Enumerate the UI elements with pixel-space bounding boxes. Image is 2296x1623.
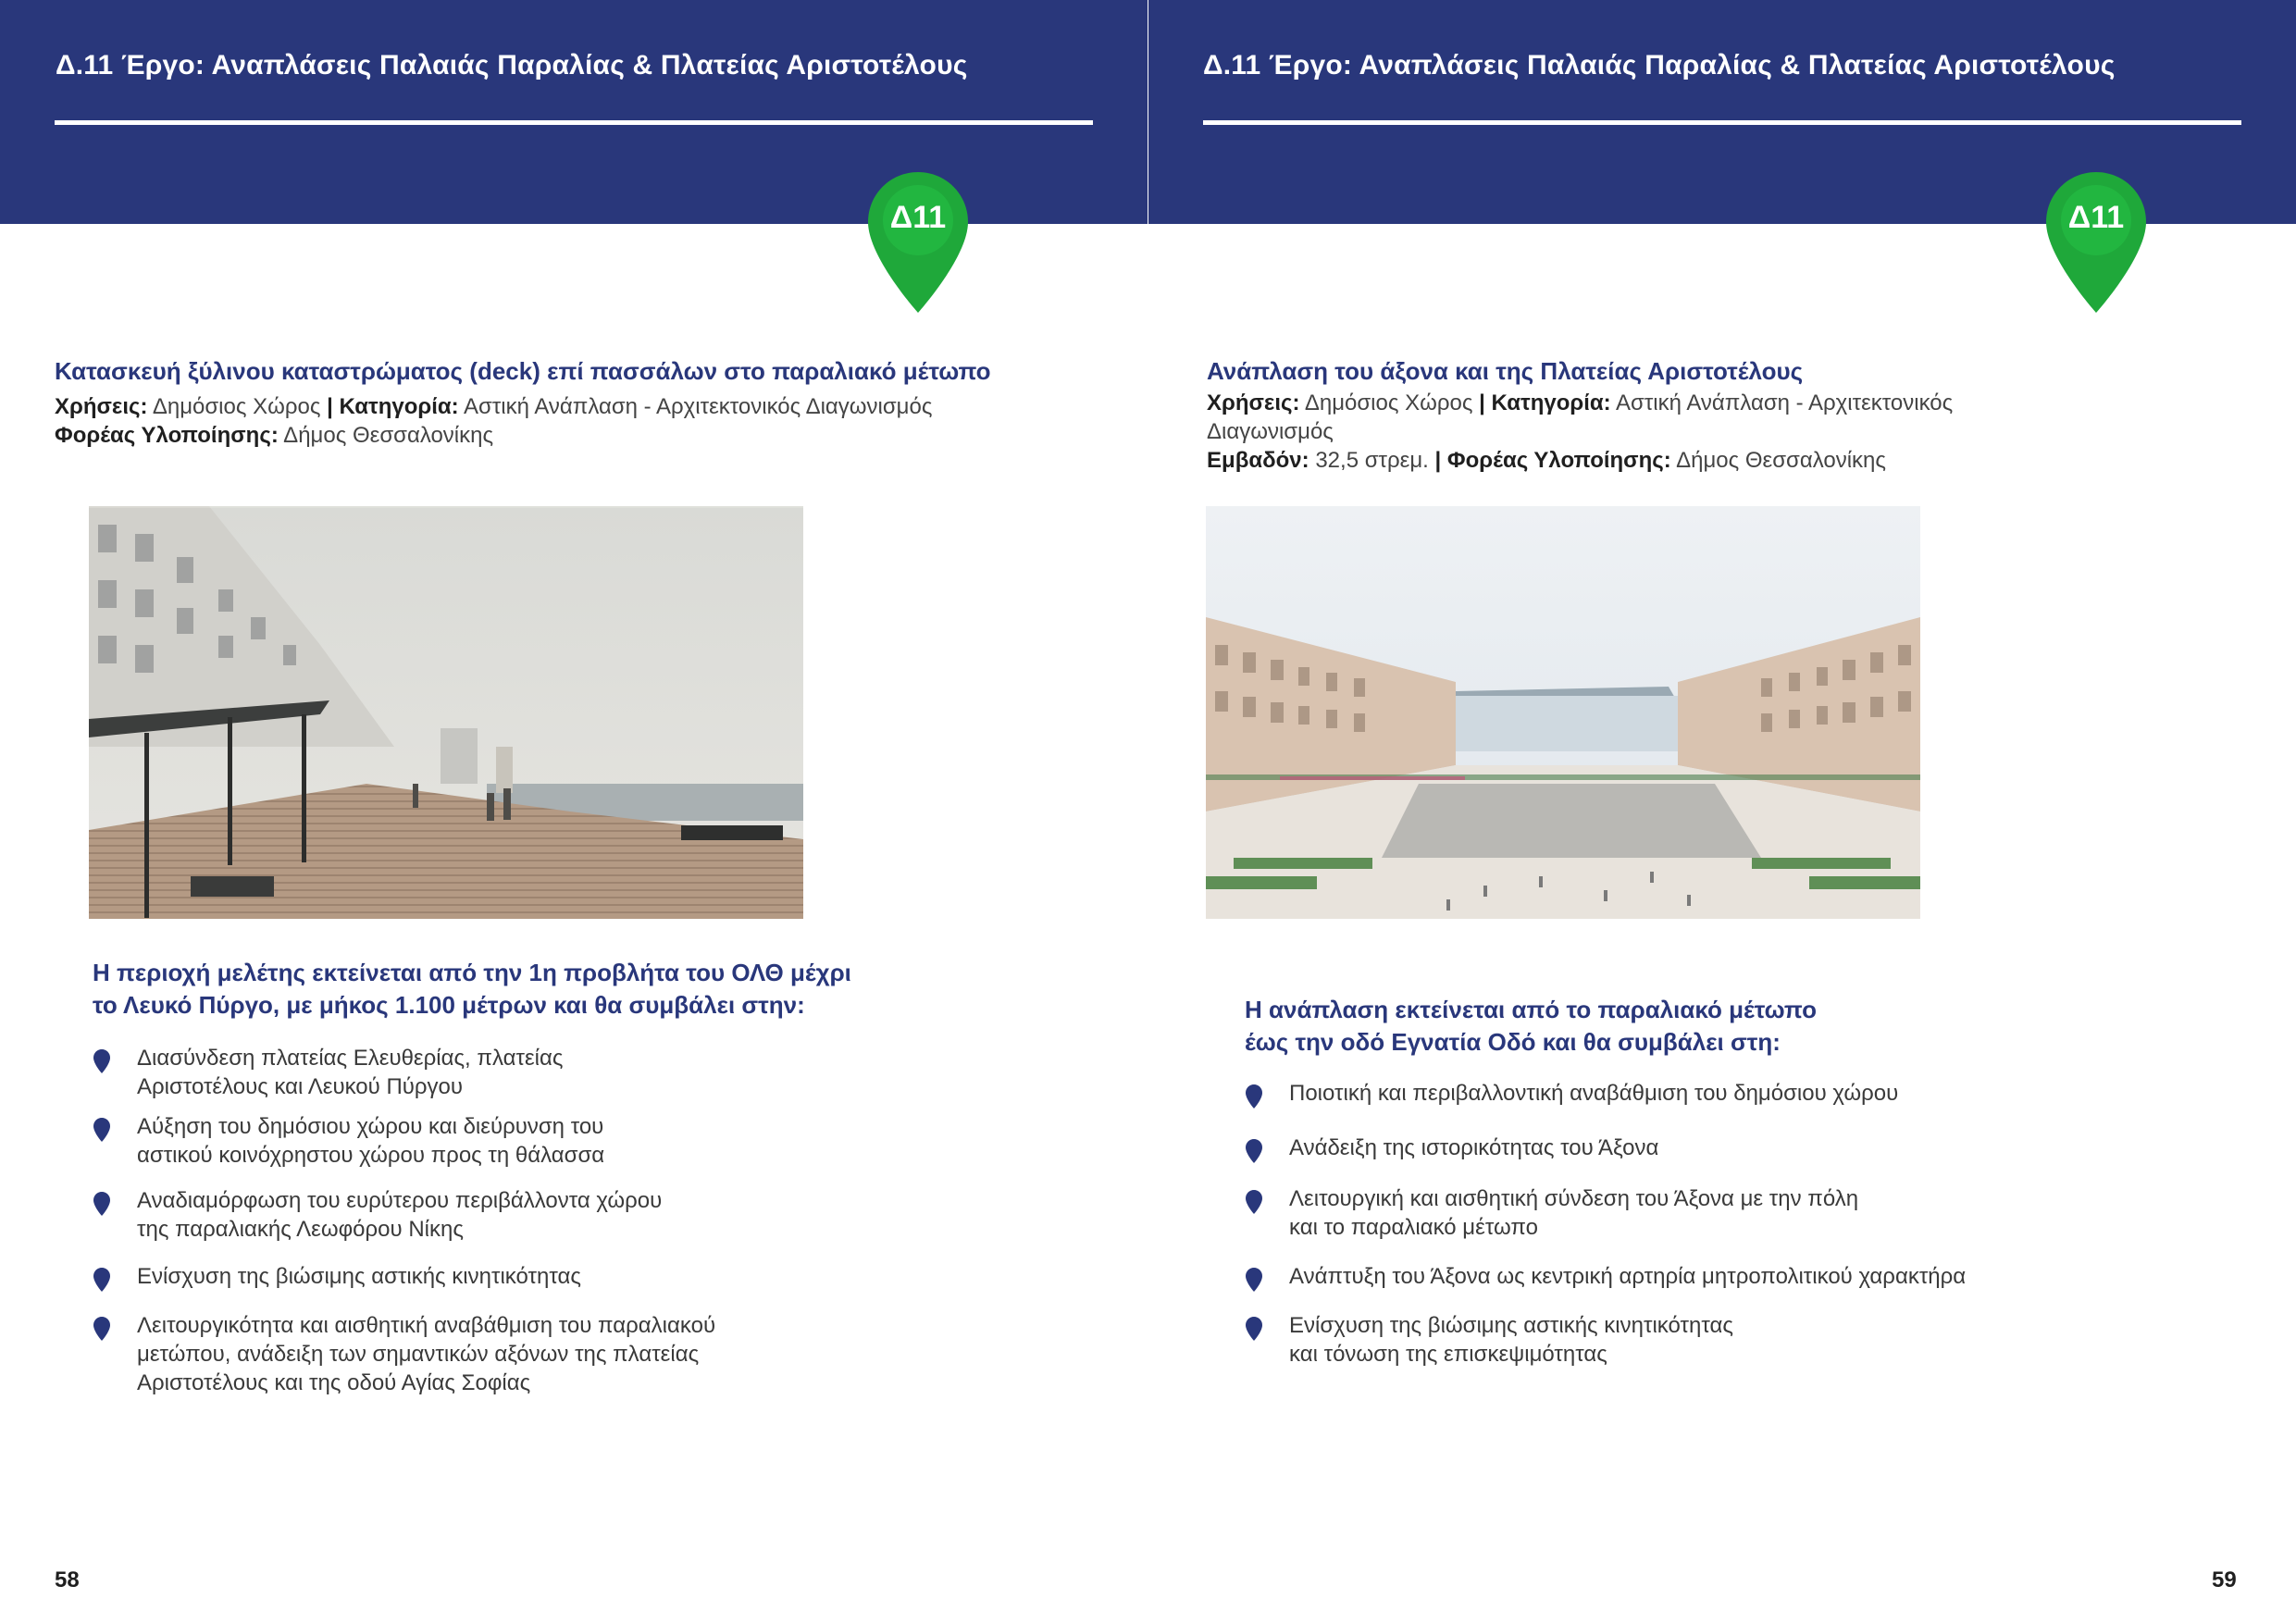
bullet-line: μετώπου, ανάδειξη των σημαντικών αξόνων της πλατείας xyxy=(137,1342,700,1367)
header-rule xyxy=(1203,120,2241,125)
list-item xyxy=(1245,1079,2226,1108)
bullet-line: αστικού κοινόχρηστου χώρου προς τη θάλασσα xyxy=(137,1143,605,1168)
badge-label: Δ11 xyxy=(889,200,947,235)
bullet-line: Ανάπτυξη του Άξονα ως κεντρική αρτηρία μητροπολιτικού χαρακτήρα xyxy=(1289,1264,1967,1289)
category-value: Αστική Ανάπλαση - Αρχιτεκτονικός Διαγωνισμός xyxy=(464,394,933,419)
uses-label: Χρήσεις: xyxy=(55,394,148,419)
bullet-line: Αριστοτέλους και Λευκού Πύργου xyxy=(137,1074,464,1099)
bullet-pin-icon xyxy=(93,1048,111,1074)
bullet-pin-icon xyxy=(1245,1189,1263,1215)
project-meta: Χρήσεις: Δημόσιος Χώρος | Κατηγορία: Αστική Ανάπλαση - Αρχιτεκτονικός Διαγωνισμός Φορέας Υλοποίησης: Δήμος Θεσσαλονίκης xyxy=(55,394,933,448)
list-item xyxy=(93,1186,925,1244)
bullet-pin-icon xyxy=(1245,1267,1263,1293)
intro-line: Η περιοχή μελέτης εκτείνεται από την 1η προβλήτα του ΟΛΘ μέχρι xyxy=(93,959,851,986)
list-item xyxy=(93,1311,925,1397)
bullet-line: Ανάδειξη της ιστορικότητας του Άξονα xyxy=(1289,1135,1659,1160)
aristotelous-square-rendering xyxy=(1206,506,1920,919)
project-title: Κατασκευή ξύλινου καταστρώματος (deck) επί πασσάλων στο παραλιακό μέτωπο xyxy=(55,357,991,385)
bullet-line: και το παραλιακό μέτωπο xyxy=(1289,1215,1538,1240)
header-title: Δ.11 Έργο: Αναπλάσεις Παλαιάς Παραλίας & Πλατείας Αριστοτέλους xyxy=(1203,50,2116,81)
bullet-pin-icon xyxy=(93,1316,111,1342)
bullet-line: και τόνωση της επισκεψιμότητας xyxy=(1289,1342,1607,1367)
page-59 xyxy=(1148,0,2296,1623)
bullet-pin-icon xyxy=(93,1267,111,1293)
list-item xyxy=(1245,1262,2226,1291)
area-label: Εμβαδόν: xyxy=(1207,448,1309,473)
bullet-pin-icon xyxy=(1245,1138,1263,1164)
bullet-line: Διασύνδεση πλατείας Ελευθερίας, πλατείας xyxy=(137,1046,564,1071)
page-header xyxy=(0,0,1148,224)
agency-label: Φορέας Υλοποίησης: xyxy=(55,423,279,448)
benefits-list xyxy=(1245,1079,2226,1369)
bullet-line: Ποιοτική και περιβαλλοντική αναβάθμιση του δημόσιου χώρου xyxy=(1289,1081,1899,1106)
bullet-line: Λειτουργική και αισθητική σύνδεση του Άξονα με την πόλη xyxy=(1289,1186,1859,1211)
uses-value: Δημόσιος Χώρος xyxy=(152,394,321,419)
list-item xyxy=(93,1044,925,1101)
bullet-line: Λειτουργικότητα και αισθητική αναβάθμιση του παραλιακού xyxy=(137,1313,716,1338)
agency-value: Δήμος Θεσσαλονίκης xyxy=(1676,448,1886,473)
list-item xyxy=(93,1112,925,1170)
bullet-pin-icon xyxy=(93,1117,111,1143)
benefits-list xyxy=(93,1044,925,1397)
bullet-pin-icon xyxy=(1245,1316,1263,1342)
waterfront-deck-rendering xyxy=(89,506,803,919)
bullet-pin-icon xyxy=(93,1191,111,1217)
page-number: 58 xyxy=(55,1567,80,1592)
intro-line: το Λευκό Πύργο, με μήκος 1.100 μέτρων και θα συμβάλει στην: xyxy=(93,991,805,1019)
agency-value: Δήμος Θεσσαλονίκης xyxy=(283,423,494,448)
category-label: Κατηγορία: xyxy=(1491,390,1611,415)
category-label: Κατηγορία: xyxy=(339,394,459,419)
meta-line: Εμβαδόν: 32,5 στρεμ. | Φορέας Υλοποίησης: Δήμος Θεσσαλονίκης xyxy=(1207,448,1886,473)
list-item xyxy=(1245,1184,2226,1242)
bullet-line: Αναδιαμόρφωση του ευρύτερου περιβάλλοντα χώρου xyxy=(137,1188,663,1213)
bullet-line: Αύξηση του δημόσιου χώρου και διεύρυνση του xyxy=(137,1114,604,1139)
bullet-line: Αριστοτέλους και της οδού Αγίας Σοφίας xyxy=(137,1370,531,1395)
intro-line: Η ανάπλαση εκτείνεται από το παραλιακό μέτωπο xyxy=(1245,996,1817,1023)
uses-value: Δημόσιος Χώρος xyxy=(1304,390,1473,415)
header-rule xyxy=(55,120,1093,125)
list-item xyxy=(1245,1134,2226,1162)
meta-line: Χρήσεις: Δημόσιος Χώρος | Κατηγορία: Αστική Ανάπλαση - Αρχιτεκτονικός xyxy=(1207,390,1954,415)
intro-line: έως την οδό Εγνατία Οδό και θα συμβάλει στη: xyxy=(1245,1028,1781,1056)
bullet-line: Ενίσχυση της βιώσιμης αστικής κινητικότητας xyxy=(1289,1313,1733,1338)
agency-label: Φορέας Υλοποίησης: xyxy=(1446,448,1671,473)
intro-text xyxy=(1245,994,2133,1059)
project-meta xyxy=(1207,389,2095,475)
page-number: 59 xyxy=(2212,1567,2237,1592)
map-pin-icon xyxy=(2042,168,2150,316)
area-value: 32,5 στρεμ. xyxy=(1315,448,1429,473)
map-pin-icon xyxy=(864,168,972,316)
category-value: Αστική Ανάπλαση - Αρχιτεκτονικός xyxy=(1616,390,1954,415)
list-item xyxy=(1245,1311,2226,1369)
project-title: Ανάπλαση του άξονα και της Πλατείας Αριστοτέλους xyxy=(1207,357,1804,385)
uses-label: Χρήσεις: xyxy=(1207,390,1300,415)
bullet-pin-icon xyxy=(1245,1084,1263,1109)
intro-text xyxy=(93,957,981,1022)
bullet-line: Ενίσχυση της βιώσιμης αστικής κινητικότητας xyxy=(137,1264,581,1289)
header-title: Δ.11 Έργο: Αναπλάσεις Παλαιάς Παραλίας & Πλατείας Αριστοτέλους xyxy=(56,50,968,81)
bullet-line: της παραλιακής Λεωφόρου Νίκης xyxy=(137,1217,464,1242)
meta-line: Διαγωνισμός xyxy=(1207,419,1334,444)
badge-label: Δ11 xyxy=(2067,200,2125,235)
list-item xyxy=(93,1262,925,1291)
